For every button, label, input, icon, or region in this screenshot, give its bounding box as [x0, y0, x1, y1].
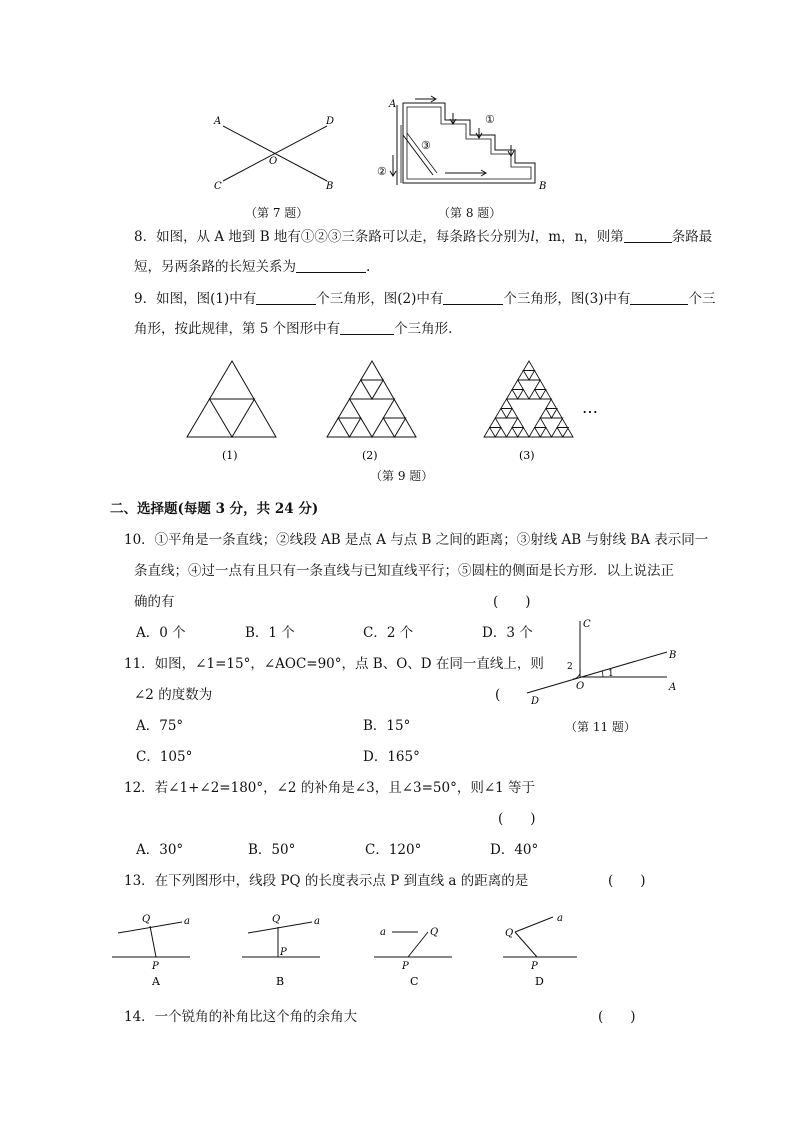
figure-11-caption: （第 11 题）	[565, 720, 636, 734]
svg-text:a: a	[184, 916, 190, 927]
question-12-option-d[interactable]: D．40°	[490, 842, 539, 858]
svg-text:a: a	[380, 927, 386, 938]
segment-pq	[408, 932, 428, 957]
label-d: D	[531, 696, 540, 705]
label-a: A	[214, 116, 222, 127]
triangle-figure-2	[327, 361, 416, 437]
svg-text:P: P	[152, 961, 159, 972]
svg-text:Q: Q	[142, 914, 151, 925]
label-route-3: ③	[421, 139, 431, 152]
segment-pq	[150, 926, 156, 957]
label-c: C	[214, 181, 222, 192]
triangle-figure-1	[187, 361, 276, 437]
label-o: O	[269, 156, 278, 167]
question-10-line-1: 10．①平角是一条直线；②线段 AB 是点 A 与点 B 之间的距离；③射线 AB 与射线 BA 表示同一	[124, 532, 709, 548]
sub-label-2: (2)	[362, 449, 378, 462]
question-10-option-c[interactable]: C．2 个	[363, 625, 414, 641]
figure-13-option-b[interactable]	[240, 905, 330, 990]
figure-13-option-a[interactable]	[110, 905, 200, 990]
label-b: B	[669, 650, 677, 661]
figure-11	[525, 615, 685, 705]
figure-13-option-c[interactable]	[370, 905, 460, 990]
figure-8	[375, 95, 555, 200]
question-11-line-2: ∠2 的度数为	[134, 687, 213, 703]
question-12-option-a[interactable]: A．30°	[136, 842, 184, 858]
question-12-option-b[interactable]: B．50°	[248, 842, 296, 858]
question-9-line-1: 9．如图，图(1)中有 个三角形，图(2)中有 个三角形，图(3)中有 个三	[134, 291, 716, 307]
question-14-line-1: 14．一个锐角的补角比这个角的余角大	[124, 1009, 358, 1025]
label-c: C	[583, 619, 591, 630]
question-10-paren: ( )	[493, 594, 531, 610]
figure-9-caption: （第 9 题）	[370, 469, 434, 483]
figure-8-caption: （第 8 题）	[438, 206, 502, 220]
question-11-option-a[interactable]: A．75°	[136, 718, 184, 734]
question-9-line-2: 角形，按此规律，第 5 个图形中有 个三角形.	[134, 321, 453, 337]
svg-text:Q: Q	[505, 928, 514, 939]
section-2-heading: 二、选择题(每题 3 分，共 24 分)	[110, 501, 319, 517]
figure-13-option-d[interactable]	[495, 905, 585, 990]
question-10-line-3: 确的有	[134, 594, 175, 610]
label-a: A	[389, 99, 397, 110]
question-11-option-b[interactable]: B．15°	[363, 718, 411, 734]
label-b: B	[539, 181, 547, 192]
svg-text:P: P	[531, 961, 538, 972]
svg-text:a: a	[557, 913, 563, 924]
question-11-option-d[interactable]: D．165°	[363, 749, 420, 765]
triangle-figure-3	[484, 361, 573, 437]
figure-9	[180, 355, 630, 485]
question-11-option-c[interactable]: C．105°	[136, 749, 193, 765]
sub-label-3: (3)	[519, 449, 535, 462]
ellipsis: …	[582, 398, 598, 417]
label-o: O	[576, 681, 585, 692]
question-13-paren: ( )	[608, 873, 646, 889]
question-10-option-b[interactable]: B．1 个	[245, 625, 295, 641]
svg-text:P: P	[402, 961, 409, 972]
option-label-a: A	[152, 975, 160, 988]
option-label-d: D	[535, 975, 544, 988]
sub-label-1: (1)	[222, 449, 238, 462]
svg-text:a: a	[314, 916, 320, 927]
question-8-line-1: 8．如图，从 A 地到 B 地有①②③三条路可以走，每条路长分别为l，m，n，则第 条路最	[134, 229, 713, 245]
option-label-b: B	[276, 975, 285, 988]
question-11-paren: (	[495, 687, 501, 703]
svg-text:Q: Q	[430, 927, 439, 938]
question-12-option-c[interactable]: C．120°	[365, 842, 422, 858]
label-d: D	[326, 116, 335, 127]
question-13-line-1: 13．在下列图形中，线段 PQ 的长度表示点 P 到直线 a 的距离的是	[124, 873, 529, 889]
svg-text:Q: Q	[272, 914, 281, 925]
line-bd	[527, 652, 667, 693]
label-a: A	[669, 682, 677, 693]
question-8-line-2: 短，另两条路的长短关系为 .	[134, 259, 371, 275]
label-b: B	[326, 181, 334, 192]
option-label-c: C	[410, 975, 419, 988]
question-11-line-1: 11．如图，∠1=15°，∠AOC=90°，点 B、O、D 在同一直线上，则	[124, 656, 544, 672]
question-12-paren: ( )	[498, 811, 536, 827]
segment-pq	[515, 932, 537, 957]
figure-7-caption: （第 7 题）	[245, 206, 309, 220]
question-14-paren: ( )	[598, 1009, 636, 1025]
svg-text:P: P	[280, 947, 287, 958]
question-10-option-d[interactable]: D．3 个	[482, 625, 533, 641]
label-route-2: ②	[377, 165, 387, 178]
question-10-option-a[interactable]: A．0 个	[136, 625, 186, 641]
label-angle-2: 2	[567, 662, 573, 672]
label-angle-1: 1	[608, 669, 614, 679]
label-route-1: ①	[485, 113, 495, 126]
question-10-line-2: 条直线；④过一点有且只有一条直线与已知直线平行；⑤圆柱的侧面是长方形．以上说法正	[134, 563, 674, 579]
question-12-line-1: 12．若∠1+∠2=180°，∠2 的补角是∠3，且∠3=50°，则∠1 等于	[124, 780, 536, 796]
